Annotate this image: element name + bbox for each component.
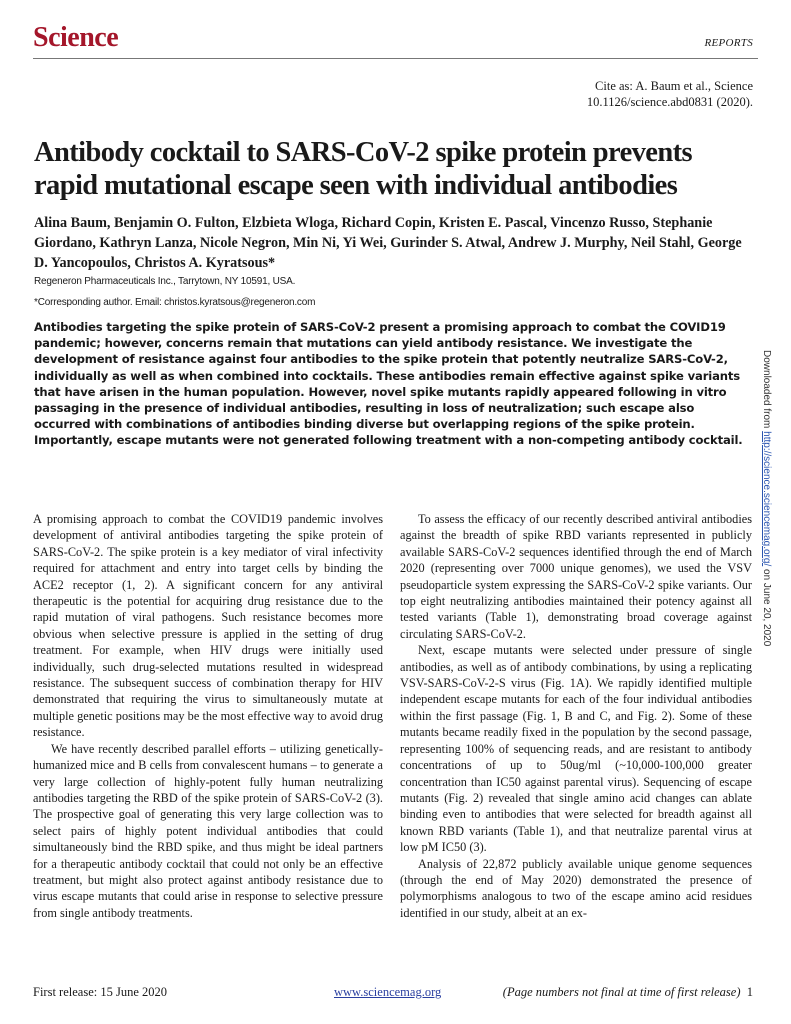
page-note: (Page numbers not final at time of first release) [502,985,741,999]
header-divider [33,58,758,59]
paragraph: A promising approach to combat the COVID19 pandemic involves development of antiviral antibodies targeting the spike protein of SARS-CoV-2. The spike protein is a key mediator of viral infectivity required for attachment and entry into target cells by binding the ACE2 receptor (1, 2). A significant concern for any antiviral therapeutic is the potential for acquiring drug resistance due to the rapid mutation of viral pathogens. Such resistance becomes more obvious when selective pressure is applied in the setting of drug treatment. For example, when HIV drugs were initially used individually, such drug-selected mutations resulted in widespread resistance. The subsequent success of combination therapy for HIV demonstrated that requiring the virus to simultaneously mutate at multiple genetic positions may be the most effective way to avoid drug resistance. [33,512,383,740]
journal-logo: Science [33,22,119,53]
page-number: 1 [746,985,753,999]
download-link[interactable]: http://science.sciencemag.org/ [761,431,772,567]
body-column-right [400,511,752,921]
author-list: Alina Baum, Benjamin O. Fulton, Elzbieta Wloga, Richard Copin, Kristen E. Pascal, Vincenzo Russo, Stephanie Giordano, Kathryn Lanza, Nicole Negron, Min Ni, Yi Wei, Gurinder S. Atwal, Andrew J. Murphy, Neil Stahl, George D. Yancopoulos, Christos A. Kyratsous* [34,215,742,271]
paragraph: To assess the efficacy of our recently described antiviral antibodies against the breadth of spike RBD variants represented in publicly available SARS-CoV-2 sequences identified through the end of March 2020 (representing over 7000 unique genomes), we used the VSV pseudoparticle system expressing the SARS-CoV-2 spike variants. Our top eight neutralizing antibodies maintained their potency against all tested variants (Table 1), demonstrating broad coverage against circulating SARS-CoV-2. [400,512,752,641]
affiliation: Regeneron Pharmaceuticals Inc., Tarrytown, NY 10591, USA. [34,276,296,287]
citation-line-2: 10.1126/science.abd0831 (2020). [586,95,753,109]
paragraph: Next, escape mutants were selected under pressure of single antibodies, as well as of antibody combinations, by using a replicating VSV-SARS-CoV-2-S virus (Fig. 1A). We rapidly identified multiple independent escape mutants for each of the four individual antibodies within the first passage (Fig. 1, B and C, and Fig. 2). Some of these mutants became readily fixed in the population by the second passage, representing 100% of sequencing reads, and are resistant to antibody concentrations of up to 50ug/ml (~10,000-100,000 greater concentration than IC50 against parental virus). Sequencing of escape mutants (Fig. 2) revealed that single amino acid changes can ablate binding even to antibodies that were selected for breadth against all known RBD variants (Table 1), and that neutralize parental virus at low pM IC50 (3). [400,643,752,855]
footer-page-info [503,985,753,1000]
footer-site-link[interactable]: www.sciencemag.org [334,985,442,999]
download-notice [761,350,788,680]
article-title: Antibody cocktail to SARS-CoV-2 spike protein prevents rapid mutational escape seen with individual antibodies [34,137,692,201]
download-prefix: Downloaded from [761,350,772,432]
body-column-left [33,511,383,921]
abstract: Antibodies targeting the spike protein of SARS-CoV-2 present a promising approach to combat the COVID19 pandemic; however, concerns remain that mutations can yield antibody resistance. We investigate the development of resistance against four antibodies to the spike protein that potently neutralize SARS-CoV-2, individually as well as when combined into cocktails. These antibodies remain effective against spike variants that have arisen in the human population. However, novel spike mutants rapidly appeared following in vitro passaging in the presence of individual antibodies, resulting in loss of neutralization; such escape also occurred with combinations of antibodies binding diverse but overlapping regions of the spike protein. Importantly, escape mutants were not generated following treatment with a non-competing antibody cocktail. [34,320,743,448]
release-date: First release: 15 June 2020 [33,985,168,999]
paragraph: We have recently described parallel efforts – utilizing genetically-humanized mice and B cells from convalescent humans – to generate a very large collection of highly-potent fully human neutralizing antibodies targeting the RBD of the spike protein of SARS-CoV-2 (3). The prospective goal of generating this very large collection was to select pairs of highly potent individual antibodies that could simultaneously bind the RBD spike, and thus might be ideal partners for a therapeutic antibody cocktail that could not only be an effective treatment, but might also protect against antibody resistance due to virus escape mutants that could arise in response to selective pressure from single antibody treatments. [33,741,383,920]
paragraph: Analysis of 22,872 publicly available unique genome sequences (through the end of May 2020) demonstrated the presence of polymorphisms analogous to two of the escape amino acid residues identified in our study, albeit at an ex- [400,856,752,920]
section-label: REPORTS [704,37,753,49]
citation-line-1: Cite as: A. Baum et al., Science [595,79,753,93]
corresponding-author: *Corresponding author. Email: christos.kyratsous@regeneron.com [34,297,316,308]
citation [587,78,753,110]
download-suffix: on June 20, 2020 [761,566,772,647]
